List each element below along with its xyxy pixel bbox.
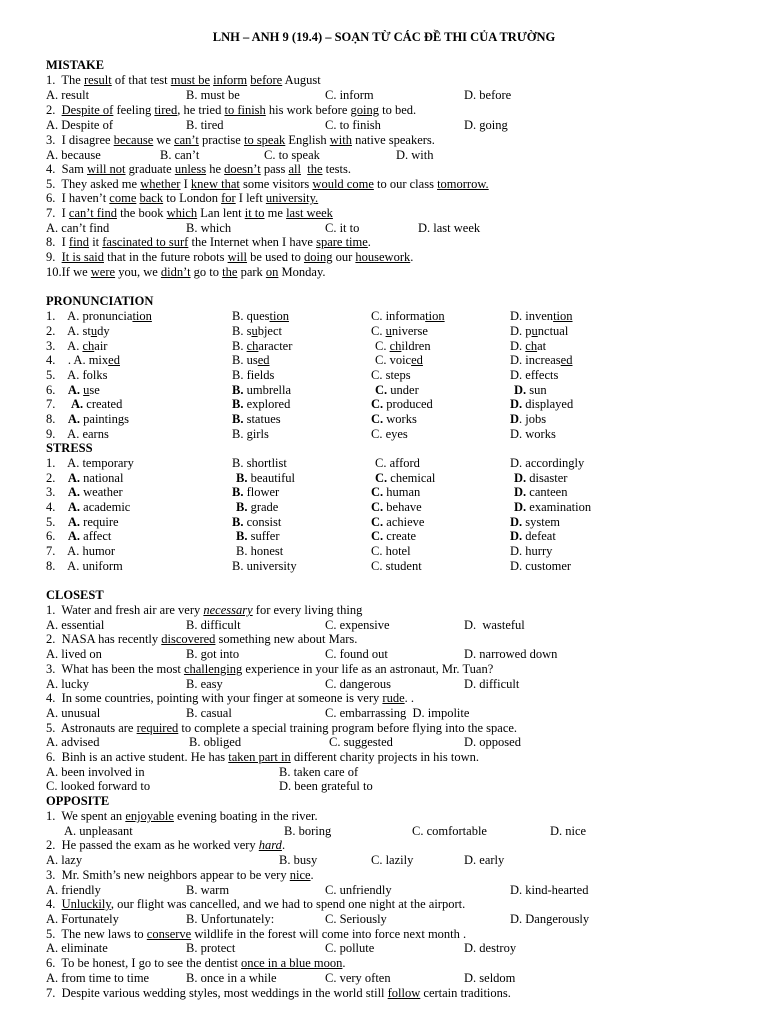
answer-option: D. been grateful to — [279, 779, 373, 793]
line-text: 7. Despite various wedding styles, most weddings in the world still follow certain traditions. — [46, 986, 511, 1000]
answer-option: C. under — [375, 383, 419, 397]
answer-option: A. lived on — [46, 647, 102, 661]
answer-option: 8. A. paintings — [46, 412, 129, 426]
text-line — [46, 632, 736, 647]
answer-option: A. advised — [46, 735, 100, 749]
answer-option: 1. A. pronunciation — [46, 309, 152, 323]
answer-option: C. information — [371, 309, 445, 323]
text-line — [46, 471, 736, 486]
answer-option: B. easy — [186, 677, 223, 691]
answer-option: 1. A. temporary — [46, 456, 134, 470]
text-line — [46, 456, 736, 471]
answer-option: D. early — [464, 853, 505, 867]
text-line — [46, 324, 736, 339]
answer-option: C. dangerous — [325, 677, 391, 691]
answer-option: 4. . A. mixed — [46, 353, 120, 367]
line-text: STRESS — [46, 441, 93, 455]
section-heading — [46, 588, 736, 603]
answer-option: C. works — [371, 412, 417, 426]
text-line — [46, 603, 736, 618]
answer-option: D. before — [464, 88, 512, 102]
answer-option: C. behave — [371, 500, 422, 514]
line-text: 2. He passed the exam as he worked very hard. — [46, 838, 286, 852]
answer-option: A. Fortunately — [46, 912, 119, 926]
text-line — [46, 765, 736, 780]
answer-option: D. jobs — [510, 412, 547, 426]
text-line — [46, 706, 736, 721]
text-line — [46, 824, 736, 839]
answer-option: B. taken care of — [279, 765, 359, 779]
answer-option: D. narrowed down — [464, 647, 558, 661]
answer-option: A. lucky — [46, 677, 90, 691]
text-line — [46, 339, 736, 354]
answer-option: A. from time to time — [46, 971, 150, 985]
answer-option: A. been involved in — [46, 765, 145, 779]
answer-option: D. accordingly — [510, 456, 585, 470]
answer-option: C. suggested — [329, 735, 393, 749]
text-line — [46, 662, 736, 677]
answer-option: A. result — [46, 88, 90, 102]
answer-option: D. works — [510, 427, 556, 441]
text-line — [46, 177, 736, 192]
section-heading — [46, 794, 736, 809]
answer-option: B. got into — [186, 647, 240, 661]
text-line — [46, 971, 736, 986]
text-line — [46, 956, 736, 971]
text-line — [46, 353, 736, 368]
text-line — [46, 383, 736, 398]
answer-option: D. examination — [514, 500, 592, 514]
text-line — [46, 691, 736, 706]
answer-option: 2. A. national — [46, 471, 124, 485]
text-line — [46, 838, 736, 853]
answer-option: 7. A. created — [46, 397, 123, 411]
answer-option: B. consist — [232, 515, 282, 529]
answer-option: D. displayed — [510, 397, 574, 411]
line-text: 6. Binh is an active student. He has taken part in different charity projects in his town. — [46, 750, 480, 764]
answer-option: 4. A. academic — [46, 500, 131, 514]
answer-option: D. canteen — [514, 485, 568, 499]
text-line — [46, 162, 736, 177]
section-heading — [46, 441, 736, 456]
answer-option: B. warm — [186, 883, 230, 897]
answer-option: B. can’t — [160, 148, 200, 162]
text-line — [46, 559, 736, 574]
text-line — [46, 206, 736, 221]
line-text: 6. To be honest, I go to see the dentist once in a blue moon. — [46, 956, 346, 970]
answer-option: C. unfriendly — [325, 883, 392, 897]
answer-option: 6. A. affect — [46, 529, 112, 543]
answer-option: B. casual — [186, 706, 232, 720]
text-line — [46, 235, 736, 250]
answer-option: B. subject — [232, 324, 282, 338]
text-line — [46, 191, 736, 206]
answer-option: C. lazily — [371, 853, 414, 867]
text-line — [46, 941, 736, 956]
line-text: CLOSEST — [46, 588, 104, 602]
answer-option: D. seldom — [464, 971, 516, 985]
text-line — [46, 118, 736, 133]
answer-option: D. invention — [510, 309, 573, 323]
text-line — [46, 721, 736, 736]
line-text: 9. It is said that in the future robots will be used to doing our housework. — [46, 250, 414, 264]
answer-option: C. comfortable — [412, 824, 487, 838]
answer-option: B. university — [232, 559, 297, 573]
answer-option: B. used — [232, 353, 270, 367]
answer-option: C. looked forward to — [46, 779, 151, 793]
answer-option: B. which — [186, 221, 232, 235]
answer-option: D. effects — [510, 368, 559, 382]
answer-option: B. must be — [186, 88, 240, 102]
line-text: 1. The result of that test must be inform before August — [46, 73, 321, 87]
text-line — [46, 809, 736, 824]
answer-option: B. character — [232, 339, 293, 353]
text-line — [46, 853, 736, 868]
text-line — [46, 427, 736, 442]
text-line — [46, 485, 736, 500]
text-line — [46, 735, 736, 750]
text-line — [46, 73, 736, 88]
text-line — [46, 250, 736, 265]
text-line — [46, 515, 736, 530]
answer-option: A. lazy — [46, 853, 83, 867]
answer-option: D. destroy — [464, 941, 517, 955]
answer-option: D. customer — [510, 559, 572, 573]
line-text: 2. Despite of feeling tired, he tried to finish his work before going to bed. — [46, 103, 417, 117]
answer-option: A. essential — [46, 618, 105, 632]
text-line — [46, 412, 736, 427]
answer-option: C. to finish — [325, 118, 381, 132]
answer-option: D. Dangerously — [510, 912, 590, 926]
line-text: 4. Unluckily, our flight was cancelled, and we had to spend one night at the airport. — [46, 897, 466, 911]
answer-option: C. afford — [375, 456, 420, 470]
answer-option: C. steps — [371, 368, 411, 382]
text-line — [46, 779, 736, 794]
section-heading — [46, 294, 736, 309]
answer-option: D. disaster — [514, 471, 568, 485]
answer-option: A. can’t find — [46, 221, 110, 235]
line-text: 5. The new laws to conserve wildlife in the forest will come into force next month . — [46, 927, 467, 941]
line-text: 3. Mr. Smith’s new neighbors appear to be very nice. — [46, 868, 314, 882]
line-text: 7. I can’t find the book which Lan lent it to me last week — [46, 206, 333, 220]
text-line — [46, 88, 736, 103]
answer-option: D. going — [464, 118, 508, 132]
line-text: 4. Sam will not graduate unless he doesn’t pass all the tests. — [46, 162, 351, 176]
line-text: PRONUNCIATION — [46, 294, 154, 308]
answer-option: B. obliged — [189, 735, 242, 749]
answer-option: D. with — [396, 148, 434, 162]
answer-option: B. tired — [186, 118, 224, 132]
answer-option: C. hotel — [371, 544, 411, 558]
answer-option: B. umbrella — [232, 383, 292, 397]
answer-option: D. wasteful — [464, 618, 525, 632]
answer-option: B. Unfortunately: — [186, 912, 275, 926]
answer-option: D. punctual — [510, 324, 569, 338]
answer-option: 3. A. weather — [46, 485, 123, 499]
answer-option: B. difficult — [186, 618, 241, 632]
text-line — [46, 883, 736, 898]
answer-option: C. create — [371, 529, 417, 543]
text-line — [46, 221, 736, 236]
answer-option: 5. A. folks — [46, 368, 108, 382]
answer-option: B. beautiful — [236, 471, 296, 485]
text-line — [46, 368, 736, 383]
answer-option: C. expensive — [325, 618, 390, 632]
answer-option: B. honest — [236, 544, 284, 558]
answer-option: C. children — [375, 339, 431, 353]
answer-option: B. busy — [279, 853, 318, 867]
answer-option: A. unusual — [46, 706, 101, 720]
line-text: 5. They asked me whether I knew that some visitors would come to our class tomorrow. — [46, 177, 489, 191]
answer-option: B. once in a while — [186, 971, 277, 985]
answer-option: C. universe — [371, 324, 428, 338]
answer-option: A. eliminate — [46, 941, 108, 955]
text-line — [46, 647, 736, 662]
text-line — [46, 309, 736, 324]
text-line — [46, 500, 736, 515]
text-line — [46, 618, 736, 633]
answer-option: D. system — [510, 515, 561, 529]
text-line — [46, 133, 736, 148]
answer-option: B. boring — [284, 824, 332, 838]
answer-option: C. voiced — [375, 353, 423, 367]
answer-option: A. Despite of — [46, 118, 113, 132]
answer-option: B. fields — [232, 368, 275, 382]
line-text: 1. We spent an enjoyable evening boating in the river. — [46, 809, 318, 823]
answer-option: 3. A. chair — [46, 339, 108, 353]
answer-option: C. to speak — [264, 148, 320, 162]
answer-option: C. produced — [371, 397, 433, 411]
answer-option: D. last week — [418, 221, 481, 235]
answer-option: D. increased — [510, 353, 573, 367]
answer-option: C. very often — [325, 971, 391, 985]
answer-option: C. inform — [325, 88, 374, 102]
answer-option: 5. A. require — [46, 515, 119, 529]
text-line — [46, 677, 736, 692]
answer-option: C. it to — [325, 221, 360, 235]
answer-option: 7. A. humor — [46, 544, 116, 558]
answer-option: B. flower — [232, 485, 280, 499]
answer-option: C. embarrassing D. impolite — [325, 706, 470, 720]
text-line — [46, 103, 736, 118]
answer-option: A. because — [46, 148, 101, 162]
line-text: MISTAKE — [46, 58, 105, 72]
answer-option: D. sun — [514, 383, 547, 397]
answer-option: C. Seriously — [325, 912, 387, 926]
answer-option: D. kind-hearted — [510, 883, 589, 897]
answer-option: 6. A. use — [46, 383, 100, 397]
section-heading — [46, 58, 736, 73]
text-line — [46, 397, 736, 412]
answer-option: D. defeat — [510, 529, 556, 543]
line-text: 6. I haven’t come back to London for I left university. — [46, 191, 319, 205]
line-text: 1. Water and fresh air are very necessary for every living thing — [46, 603, 363, 617]
answer-option: B. grade — [236, 500, 279, 514]
line-text: 3. I disagree because we can’t practise to speak English with native speakers. — [46, 133, 435, 147]
text-line — [46, 868, 736, 883]
answer-option: D. opposed — [464, 735, 521, 749]
answer-option: D. chat — [510, 339, 547, 353]
answer-option: C. chemical — [375, 471, 436, 485]
text-line — [46, 750, 736, 765]
answer-option: C. eyes — [371, 427, 408, 441]
answer-option: B. explored — [232, 397, 291, 411]
line-text: 8. I find it fascinated to surf the Internet when I have spare time. — [46, 235, 371, 249]
answer-option: C. pollute — [325, 941, 375, 955]
answer-option: B. protect — [186, 941, 236, 955]
answer-option: C. achieve — [371, 515, 425, 529]
answer-option: C. student — [371, 559, 422, 573]
text-line — [46, 897, 736, 912]
answer-option: A. friendly — [46, 883, 101, 897]
text-line — [46, 148, 736, 163]
line-text: 3. What has been the most challenging experience in your life as an astronaut, Mr. Tuan? — [46, 662, 494, 676]
line-text: OPPOSITE — [46, 794, 110, 808]
answer-option: B. shortlist — [232, 456, 287, 470]
answer-option: D. nice — [550, 824, 587, 838]
page-title: LNH – ANH 9 (19.4) – SOẠN TỪ CÁC ĐỀ THI CỦA TRƯỜNG — [212, 30, 556, 44]
line-text: 5. Astronauts are required to complete a special training program before flying into the space. — [46, 721, 518, 735]
answer-option: A. unpleasant — [64, 824, 133, 838]
answer-option: 9. A. earns — [46, 427, 109, 441]
answer-option: C. human — [371, 485, 421, 499]
answer-option: B. statues — [232, 412, 281, 426]
text-line — [46, 265, 736, 280]
answer-option: 8. A. uniform — [46, 559, 123, 573]
answer-option: B. girls — [232, 427, 269, 441]
answer-option: D. difficult — [464, 677, 520, 691]
answer-option: B. question — [232, 309, 289, 323]
answer-option: 2. A. study — [46, 324, 110, 338]
answer-option: B. suffer — [236, 529, 280, 543]
line-text: 10.If we were you, we didn’t go to the park on Monday. — [46, 265, 326, 279]
answer-option: C. found out — [325, 647, 388, 661]
line-text: 2. NASA has recently discovered something new about Mars. — [46, 632, 358, 646]
text-line — [46, 544, 736, 559]
answer-option: D. hurry — [510, 544, 553, 558]
text-line — [46, 986, 736, 1001]
text-line — [46, 529, 736, 544]
text-line — [46, 927, 736, 942]
text-line — [46, 912, 736, 927]
line-text: 4. In some countries, pointing with your finger at someone is very rude. . — [46, 691, 414, 705]
